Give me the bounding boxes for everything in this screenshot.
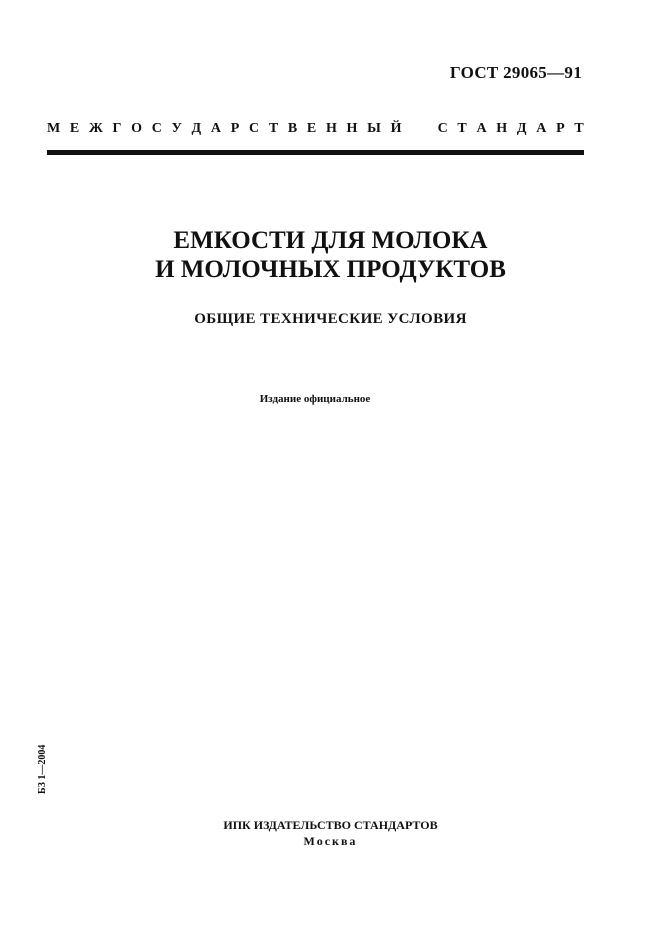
heading-letter: А [210, 121, 222, 136]
heading-letter: С [248, 121, 260, 136]
publisher-block [0, 817, 661, 849]
heading-letter: Е [306, 121, 317, 136]
heading-word-gap [424, 121, 428, 137]
heading-letter: Г [112, 121, 122, 136]
heading-letter: Д [516, 121, 527, 136]
heading-letter: Н [325, 121, 337, 136]
document-number: ГОСТ 29065—91 [449, 63, 582, 82]
heading-letter: Ж [88, 121, 103, 136]
heading-letter: Ы [367, 121, 381, 136]
side-code: БЗ 1—2004 [37, 744, 48, 794]
heading-letter: Р [556, 121, 565, 136]
heading-letter: Е [69, 121, 80, 136]
heading-letter: А [476, 121, 487, 136]
heading-letter: Р [230, 121, 240, 136]
heading-letter: М [47, 121, 61, 136]
header-rule [47, 150, 584, 155]
standard-type-heading [47, 121, 584, 137]
document-title [0, 226, 661, 284]
document-subtitle: ОБЩИЕ ТЕХНИЧЕСКИЕ УСЛОВИЯ [194, 311, 467, 327]
heading-letter: Д [191, 121, 202, 136]
heading-letter: Н [346, 121, 358, 136]
heading-letter: Й [390, 121, 402, 136]
publisher-city: Москва [303, 834, 358, 848]
heading-letter: В [287, 121, 298, 136]
heading-letter: Т [574, 121, 584, 136]
heading-letter: Т [268, 121, 279, 136]
heading-letter: О [131, 121, 143, 136]
title-line-2: И МОЛОЧНЫХ ПРОДУКТОВ [155, 256, 506, 283]
heading-letter: А [536, 121, 547, 136]
edition-note: Издание официальное [259, 393, 371, 405]
heading-letter: У [171, 121, 182, 136]
heading-word-gap [411, 121, 415, 137]
heading-letter: С [151, 121, 162, 136]
title-line-1: ЕМКОСТИ ДЛЯ МОЛОКА [173, 227, 488, 254]
heading-letter: Т [457, 121, 467, 136]
heading-letter: С [437, 121, 448, 136]
heading-letter: Н [496, 121, 508, 136]
publisher-name: ИПК ИЗДАТЕЛЬСТВО СТАНДАРТОВ [223, 818, 438, 832]
